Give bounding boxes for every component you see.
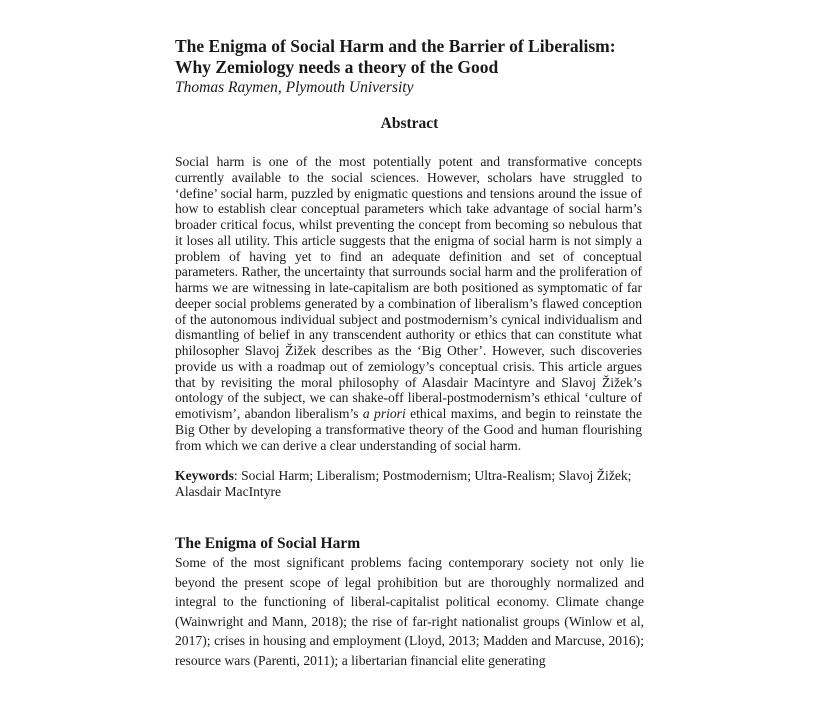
paper-page [175, 36, 644, 670]
keywords-list: : Social Harm; Liberalism; Postmodernism; Ultra-Realism; Slavoj Žižek; Alasdair MacIntyre [175, 468, 632, 500]
section-heading: The Enigma of Social Harm [175, 535, 361, 553]
keywords-line [175, 468, 644, 500]
abstract-text-part2: ethical maxims, and begin to reinstate the Big Other by developing a transformative theory of the Good and human flourishing from which we can derive a clear understanding of social harm. [175, 406, 642, 453]
keywords-label: Keywords [175, 468, 234, 484]
section-body: Some of the most significant problems facing contemporary society not only lie beyond the present scope of legal prohibition but are thoroughly normalized and integral to the functioning of liberal-capitalist political economy. Climate change (Wainwright and Mann, 2018); the rise of far-right nationalist groups (Winlow et al, 2017); crises in housing and employment (Lloyd, 2013; Madden and Marcuse, 2016); resource wars (Parenti, 2011); a libertarian financial elite generating [175, 555, 644, 668]
title-line-2: Why Zemiology needs a theory of the Good [175, 57, 499, 77]
abstract-text-part1: Social harm is one of the most potentially potent and transformative concepts currently available to the social sciences. However, scholars have struggled to ‘define’ social harm, puzzled by enigmatic questions and tensions around the issue of how to establish clear conceptual parameters which take advantage of social harm’s broader critical focus, whilst preventing the concept from becoming so nebulous that it loses all utility. This article suggests that the enigma of social harm is not simply a problem of having yet to find an adequate definition and set of conceptual parameters. Rather, the uncertainty that surrounds social harm and the proliferation of harms we are witnessing in late-capitalism are both positioned as symptomatic of far deeper social problems generated by a combination of liberalism’s flawed conception of the autonomous individual subject and postmodernism’s cynical individualism and dismantling of belief in any transcendent authority or ethics that can constitute what philosopher Slavoj Žižek describes as the ‘Big Other’. However, such discoveries provide us with a roadmap out of zemiology’s conceptual crisis. This article argues that by revisiting the moral philosophy of Alasdair Macintyre and Slavoj Žižek’s ontology of the subject, we can shake-off liberal-postmodernism’s ethical ‘culture of emotivism’, abandon liberalism’s [175, 154, 642, 421]
abstract-italic-term: a priori [362, 406, 406, 421]
author-line: Thomas Raymen, Plymouth University [175, 79, 414, 96]
title-line-1: The Enigma of Social Harm and the Barrier of Liberalism: [175, 36, 616, 56]
paper-title [175, 36, 644, 78]
abstract-body [175, 154, 644, 453]
abstract-heading: Abstract [380, 115, 439, 132]
